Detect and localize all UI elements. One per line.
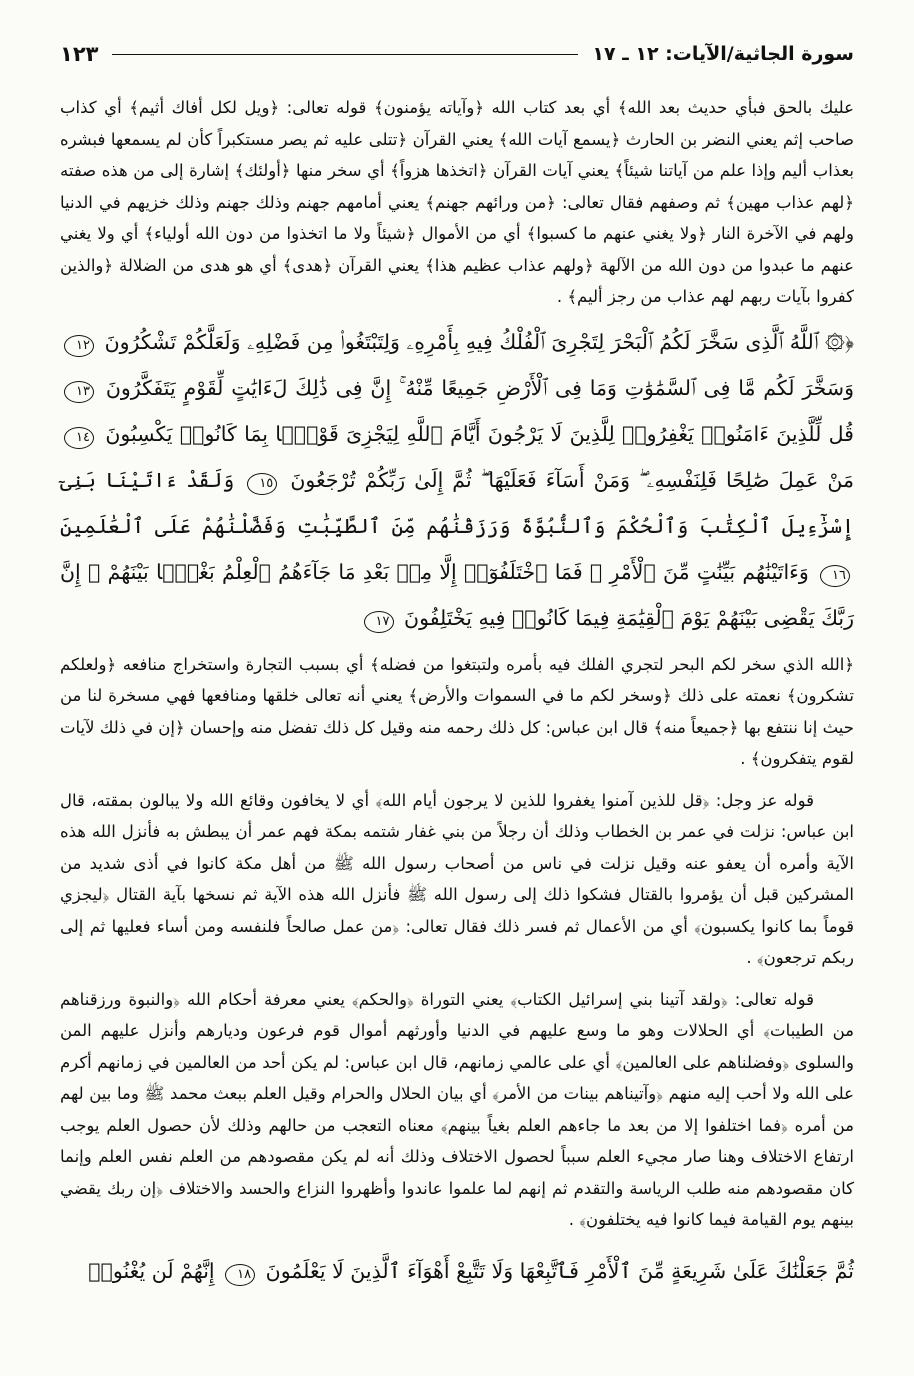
verse-17: وَءَاتَيْنَٰهُم بَيِّنَٰتٍ مِّنَ ٱلْأَمْرِ ۖ فَمَا ٱخْتَلَفُوٓا۟ إِلَّا مِنۢ بَعْدِ مَا جَآءَهُمُ ٱلْعِلْمُ بَغْيًۢا بَيْنَهُمْ ۚ إِنَّ رَبَّكَ يَقْضِى بَيْنَهُمْ يَوْمَ ٱلْقِيَٰمَةِ فِيمَا كَانُوا۟ فِيهِ يَخْتَلِفُونَ bbox=[60, 559, 854, 630]
verse-marker-14: ١٤ bbox=[64, 427, 94, 449]
verse-19-start: إِنَّهُمْ لَن يُغْنُوا۟ bbox=[88, 1258, 215, 1283]
commentary-paragraph-4: قوله تعالى: ﴿ولقد آتينا بني إسرائيل الكتاب﴾ يعني التوراة ﴿والحكم﴾ يعني معرفة أحكام الله ﴿والنبوة ورزقناهم من الطيبات﴾ أي الحلالات وهو ما وسع عليهم في الدنيا وأورثهم أموال قوم فرعون وديارهم وأنزل عليهم المن والسلوى ﴿وفضلناهم على العالمين﴾ أي على عالمي زمانهم، قال ابن عباس: لم يكن أحد من العالمين في زمانهم أكرم على الله ولا أحب إليه منهم ﴿وآتيناهم بينات من الأمر﴾ أي بيان الحلال والحرام وقيل العلم ببعث محمد ﷺ وما بين لهم من أمره ﴿فما اختلفوا إلا من بعد ما جاءهم العلم بغياً بينهم﴾ معناه التعجب من حالهم وذلك لأن حصول العلم يوجب ارتفاع الاختلاف وهنا صار مجيء العلم سبباً لحصول الاختلاف وذلك أنه لم يكن مقصودهم من العلم نفس العلم وإنما كان مقصودهم منه طلب الرياسة والتقدم ثم إنهم لما علموا عاندوا وأظهروا النزاع والحسد والاختلاف ﴿إن ربك يقضي بينهم يوم القيامة فيما كانوا فيه يختلفون﴾ . bbox=[60, 989, 854, 1229]
verse-marker-16: ١٦ bbox=[820, 565, 850, 587]
commentary-paragraph-2: ﴿الله الذي سخر لكم البحر لتجري الفلك فيه بأمره ولتبتغوا من فضله﴾ أي بسبب التجارة واستخراج منافعه ﴿ولعلكم تشكرون﴾ نعمته على ذلك ﴿وسخر لكم ما في السموات والأرض﴾ يعني أنه تعالى خلقها ومنافعها فهي مسخرة لنا من حيث إنا ننتفع بها ﴿جميعاً منه﴾ قال ابن عباس: كل ذلك رحمه منه وقيل كل ذلك تفضل منه وإحسان ﴿إن في ذلك لآيات لقوم يتفكرون﴾ . bbox=[60, 654, 854, 768]
running-header bbox=[60, 36, 854, 72]
verse-18: ثُمَّ جَعَلْنَٰكَ عَلَىٰ شَرِيعَةٍ مِّنَ ٱلْأَمْرِ فَٱتَّبِعْهَا وَلَا تَتَّبِعْ أَهْوَآءَ ٱلَّذِينَ لَا يَعْلَمُونَ bbox=[265, 1258, 854, 1283]
verse-marker-17: ١٧ bbox=[364, 611, 394, 633]
commentary-paragraph-3: قوله عز وجل: ﴿قل للذين آمنوا يغفروا للذين لا يرجون أيام الله﴾ أي لا يخافون وقائع الله ولا يبالون بمقته، قال ابن عباس: نزلت في عمر بن الخطاب وذلك أن رجلاً من بني غفار شتمه بمكة فهم عمر أن يبطش به فأنزل الله هذه الآية وأمره أن يعفو عنه وقيل نزلت في ناس من أصحاب رسول الله ﷺ من أهل مكة كانوا في أذى شديد من المشركين قبل أن يؤمروا بالقتال فشكوا ذلك إلى رسول الله ﷺ فأنزل الله هذه الآية ثم نسخها بآية القتال ﴿ليجزي قوماً بما كانوا يكسبون﴾ أي من الأعمال ثم فسر ذلك فقال تعالى: ﴿من عمل صالحاً فلنفسه ومن أساء فعليها ثم إلى ربكم ترجعون﴾ . bbox=[60, 790, 854, 967]
verse-marker-12: ١٢ bbox=[64, 335, 94, 357]
verse-14: قُل لِّلَّذِينَ ءَامَنُوا۟ يَغْفِرُوا۟ لِلَّذِينَ لَا يَرْجُونَ أَيَّامَ ٱللَّهِ لِيَجْزِىَ قَوْمًۢا بِمَا كَانُوا۟ يَكْسِبُونَ bbox=[105, 421, 854, 446]
running-title: سورة الجاثية/الآيات: ١٢ ـ ١٧ bbox=[592, 43, 854, 65]
verse-marker-18: ١٨ bbox=[225, 1264, 255, 1286]
verse-13: وَسَخَّرَ لَكُم مَّا فِى ٱلسَّمَٰوَٰتِ وَمَا فِى ٱلْأَرْضِ جَمِيعًا مِّنْهُ ۚ إِنَّ فِى ذَٰلِكَ لَءَايَٰتٍ لِّقَوْمٍ يَتَفَكَّرُونَ bbox=[105, 375, 854, 400]
page-number: ١٢٣ bbox=[60, 42, 99, 66]
verse-marker-13: ١٣ bbox=[64, 381, 94, 403]
verse-15: مَنْ عَمِلَ صَٰلِحًا فَلِنَفْسِهِۦ ۖ وَمَنْ أَسَآءَ فَعَلَيْهَا ۖ ثُمَّ إِلَىٰ رَبِّكُمْ تُرْجَعُونَ bbox=[290, 467, 854, 492]
verse-12: ﴿۞ ٱللَّهُ ٱلَّذِى سَخَّرَ لَكُمُ ٱلْبَحْرَ لِتَجْرِىَ ٱلْفُلْكُ فِيهِ بِأَمْرِهِۦ وَلِتَبْتَغُوا۟ مِن فَضْلِهِۦ وَلَعَلَّكُمْ تَشْكُرُونَ bbox=[104, 329, 854, 354]
verse-marker-15: ١٥ bbox=[247, 473, 277, 495]
header-rule bbox=[112, 54, 578, 55]
quran-verse-18 bbox=[60, 1248, 854, 1294]
quran-verses-12-17 bbox=[60, 319, 854, 641]
verse-16: وَلَقَدْ ءَاتَيْنَا بَنِىٓ إِسْرَٰٓءِيلَ ٱلْكِتَٰبَ وَٱلْحُكْمَ وَٱلنُّبُوَّةَ وَرَزَقْنَٰهُم مِّنَ ٱلطَّيِّبَٰتِ وَفَضَّلْنَٰهُمْ عَلَى ٱلْعَٰلَمِينَ bbox=[60, 467, 854, 538]
commentary-paragraph-1: عليك بالحق فبأي حديث بعد الله﴾ أي بعد كتاب الله ﴿وآياته يؤمنون﴾ قوله تعالى: ﴿ويل لكل أفاك أثيم﴾ أي كذاب صاحب إثم يعني النضر بن الحارث ﴿يسمع آيات الله﴾ يعني القرآن ﴿تتلى عليه ثم يصر مستكبراً كأن لم يسمعها فبشره بعذاب أليم وإذا علم من آياتنا شيئاً﴾ يعني آيات القرآن ﴿اتخذها هزواً﴾ أي سخر منها ﴿أولئك﴾ إشارة إلى من هذه صفته ﴿لهم عذاب مهين﴾ ثم وصفهم فقال تعالى: ﴿من ورائهم جهنم﴾ يعني أمامهم جهنم وذلك جهنم وذلك خزيهم في الدنيا ولهم في الآخرة النار ﴿ولا يغني عنهم ما كسبوا﴾ أي من الأموال ﴿شيئاً ولا ما اتخذوا من دون الله أولياء﴾ أي ولا يغني عنهم ما عبدوا من دون الله من الآلهة ﴿ولهم عذاب عظيم هذا﴾ يعني القرآن ﴿هدى﴾ أي هو هدى من الضلالة ﴿والذين كفروا بآيات ربهم لهم عذاب من رجز أليم﴾ . bbox=[60, 98, 854, 306]
